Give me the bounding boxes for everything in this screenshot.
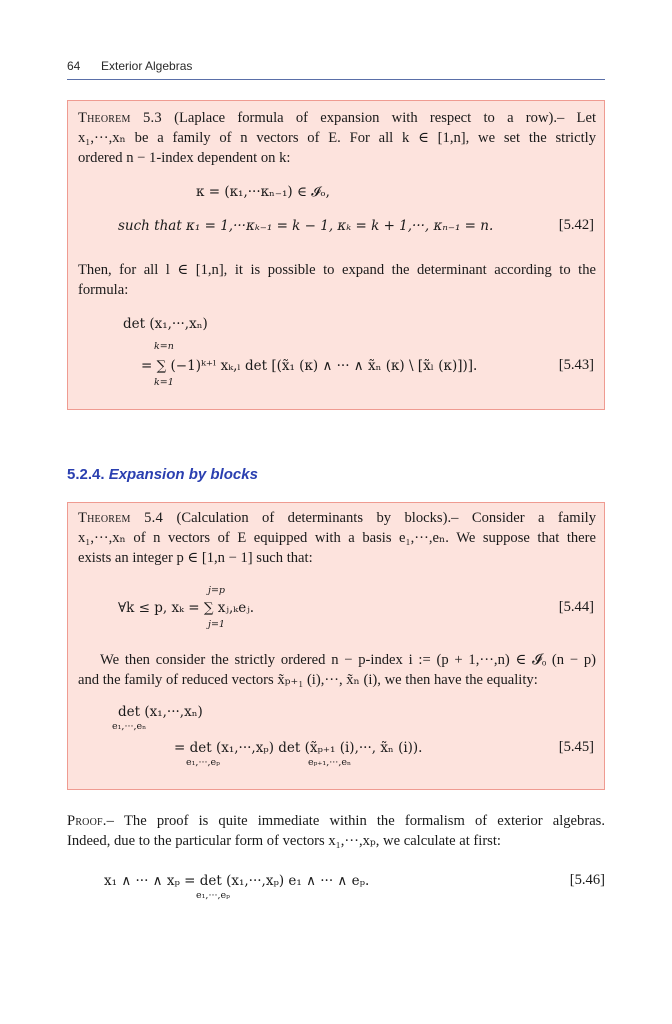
theorem-title: (Calculation of determinants by blocks).– Consider a family	[176, 510, 597, 526]
theorem-5-3-line1	[78, 109, 596, 127]
proof-label: Proof.–	[67, 813, 115, 829]
sum-lower-limit: j=1	[208, 619, 225, 630]
det-subscript-proof: e₁,···,eₚ	[196, 890, 230, 901]
theorem-5-3-line2: x₁,···,xₙ be a family of n vectors of E. For all k ∈ [1,n], we set the strictly	[78, 130, 596, 146]
page-header	[67, 57, 605, 80]
theorem-5-3-box	[67, 100, 605, 410]
theorem-5-3-then-line2: formula:	[78, 282, 129, 298]
theorem-5-4-box	[67, 502, 605, 790]
equation-det-lhs: det (x₁,···,xₙ)	[118, 704, 203, 720]
equation-5-46: x₁ ∧ ··· ∧ xₚ = det (x₁,···,xₚ) e₁ ∧ ··· ∧ eₚ.	[104, 873, 370, 889]
sum-upper-limit: j=p	[208, 585, 225, 596]
section-title: Expansion by blocks	[108, 466, 258, 483]
proof-line2: Indeed, due to the particular form of vectors x₁,···,xₚ, we calculate at first:	[67, 833, 501, 849]
theorem-5-3-line3: ordered n − 1-index dependent on k:	[78, 150, 291, 166]
equation-det: det (x₁,···,xₙ)	[123, 316, 208, 332]
theorem-label: Theorem 5.3	[78, 110, 162, 126]
equation-tag-5-45: [5.45]	[558, 739, 594, 755]
theorem-label: Theorem 5.4	[78, 510, 164, 526]
equation-tag-5-46: [5.46]	[569, 872, 605, 888]
proof-text: The proof is quite immediate within the formalism of exterior algebras.	[124, 813, 605, 829]
theorem-5-4-then-line2: and the family of reduced vectors x̃ₚ₊₁ (i),···, x̃ₙ (i), we then have the equality:	[78, 672, 538, 688]
det-subscript-first-block: e₁,···,eₚ	[186, 757, 220, 768]
equation-det-rhs: = det (x₁,···,xₚ) det (x̃ₚ₊₁ (i),···, x̃ₙ (i)).	[174, 740, 423, 756]
det-subscript-second-block: eₚ₊₁,···,eₙ	[308, 757, 352, 768]
equation-such-that: such that κ₁ = 1,···κₖ₋₁ = k − 1, κₖ = k + 1,···, κₙ₋₁ = n.	[118, 218, 494, 234]
proof-line1	[67, 812, 605, 830]
theorem-5-4-line2: x₁,···,xₙ of n vectors of E equipped with a basis e₁,···,eₙ. We suppose that there	[78, 530, 596, 546]
theorem-title: (Laplace formula of expansion with respect to a row).– Let	[174, 110, 596, 126]
equation-tag-5-44: [5.44]	[558, 599, 594, 615]
equation-kappa: κ = (κ₁,···κₙ₋₁) ∈ 𝓘ₒ,	[196, 184, 330, 200]
equation-xk: ∀k ≤ p, xₖ = ∑ xⱼ,ₖeⱼ.	[118, 600, 255, 616]
det-subscript-basis: e₁,···,eₙ	[112, 721, 147, 732]
equation-tag-5-42: [5.42]	[558, 217, 594, 233]
theorem-5-3-then-line1: Then, for all l ∈ [1,n], it is possible to expand the determinant according to the	[78, 262, 596, 278]
page-number: 64	[67, 59, 81, 73]
section-number: 5.2.4.	[67, 466, 105, 483]
sum-lower-limit: k=1	[154, 377, 174, 388]
sum-upper-limit: k=n	[154, 341, 174, 352]
section-heading	[67, 466, 258, 483]
theorem-5-4-then-line1: We then consider the strictly ordered n − p-index i := (p + 1,···,n) ∈ 𝓘ₒ (n − p)	[100, 652, 596, 668]
equation-tag-5-43: [5.43]	[558, 357, 594, 373]
running-title: Exterior Algebras	[101, 59, 193, 73]
equation-expansion: = ∑ (−1)ᵏ⁺ˡ xₖ,ₗ det [(x̃₁ (κ) ∧ ··· ∧ x̃ₙ (κ) \ [x̃ₗ (κ)])].	[141, 358, 478, 374]
theorem-5-4-line3: exists an integer p ∈ [1,n − 1] such that:	[78, 550, 313, 566]
theorem-5-4-line1	[78, 509, 596, 527]
